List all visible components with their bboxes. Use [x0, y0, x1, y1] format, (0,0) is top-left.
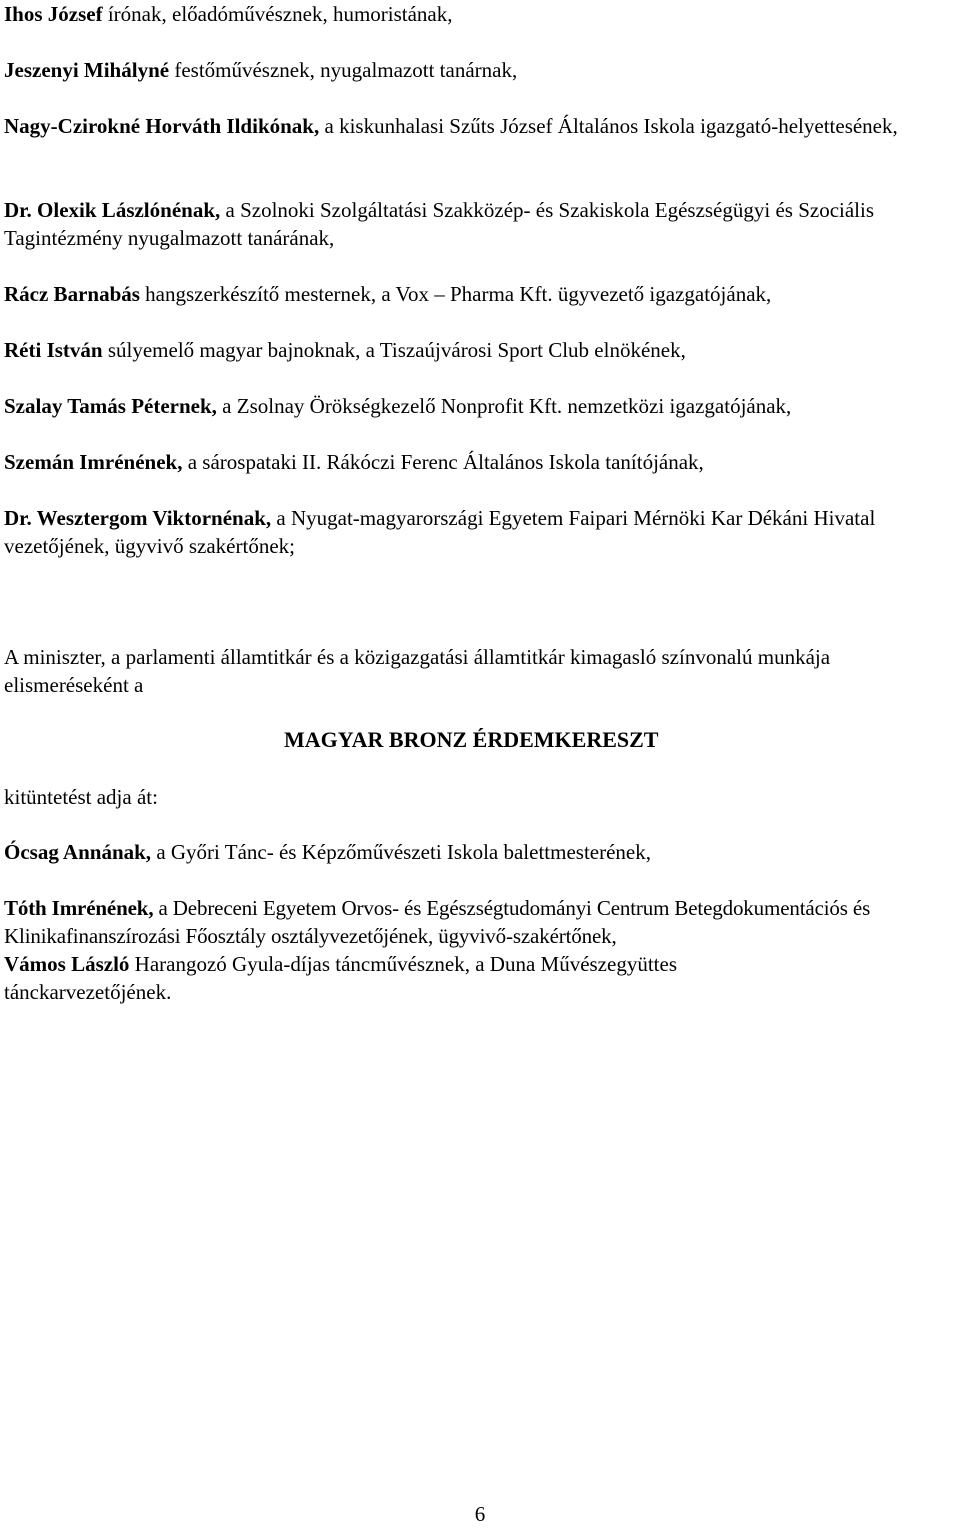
entry-wesztergom: Dr. Wesztergom Viktornénak, a Nyugat-magyarországi Egyetem Faipari Mérnöki Kar Dékáni Hivatal vezetőjének, ügyvivő szakértőnek;	[4, 506, 876, 558]
document-page	[4, 0, 960, 1527]
entry-reti: Réti István súlyemelő magyar bajnoknak, a Tiszaújvárosi Sport Club elnökének,	[4, 338, 686, 362]
page-number: 6	[474, 1502, 486, 1526]
entry-olexik: Dr. Olexik Lászlónénak, a Szolnoki Szolgáltatási Szakközép- és Szakiskola Egészségügyi és Szociális Tagintézmény nyugalmazott tanárának,	[4, 198, 875, 250]
award-suffix: kitüntetést adja át:	[4, 785, 158, 809]
award-title: MAGYAR BRONZ ÉRDEMKERESZT	[284, 727, 659, 752]
entry-szeman: Szemán Imrénének, a sárospataki II. Rákóczi Ferenc Általános Iskola tanítójának,	[4, 450, 704, 474]
entry-ocsag: Ócsag Annának, a Győri Tánc- és Képzőművészeti Iskola balettmesterének,	[4, 840, 651, 864]
entry-vamos: Vámos László Harangozó Gyula-díjas táncművésznek, a Duna Művészegyüttes tánckarvezetőjének.	[4, 952, 677, 1004]
entry-racz: Rácz Barnabás hangszerkészítő mesternek, a Vox – Pharma Kft. ügyvezető igazgatójának,	[4, 282, 772, 306]
entry-jeszenyi: Jeszenyi Mihályné festőművésznek, nyugalmazott tanárnak,	[4, 58, 518, 82]
intro-paragraph: A miniszter, a parlamenti államtitkár és a közigazgatási államtitkár kimagasló színvonalú munkája elismeréseként a	[4, 645, 831, 697]
entry-ihos: Ihos József írónak, előadóművésznek, humoristának,	[4, 2, 453, 26]
entry-toth: Tóth Imrénének, a Debreceni Egyetem Orvos- és Egészségtudományi Centrum Betegdokumentációs és Klinikafinanszírozási Főosztály osztályvezetőjének, ügyvivő-szakértőnek,	[4, 896, 871, 948]
entry-szalay: Szalay Tamás Péternek, a Zsolnay Örökségkezelő Nonprofit Kft. nemzetközi igazgatójának,	[4, 394, 792, 418]
entry-nagy-czirokne: Nagy-Czirokné Horváth Ildikónak, a kiskunhalasi Szűts József Általános Iskola igazgató-helyettesének,	[4, 114, 898, 138]
